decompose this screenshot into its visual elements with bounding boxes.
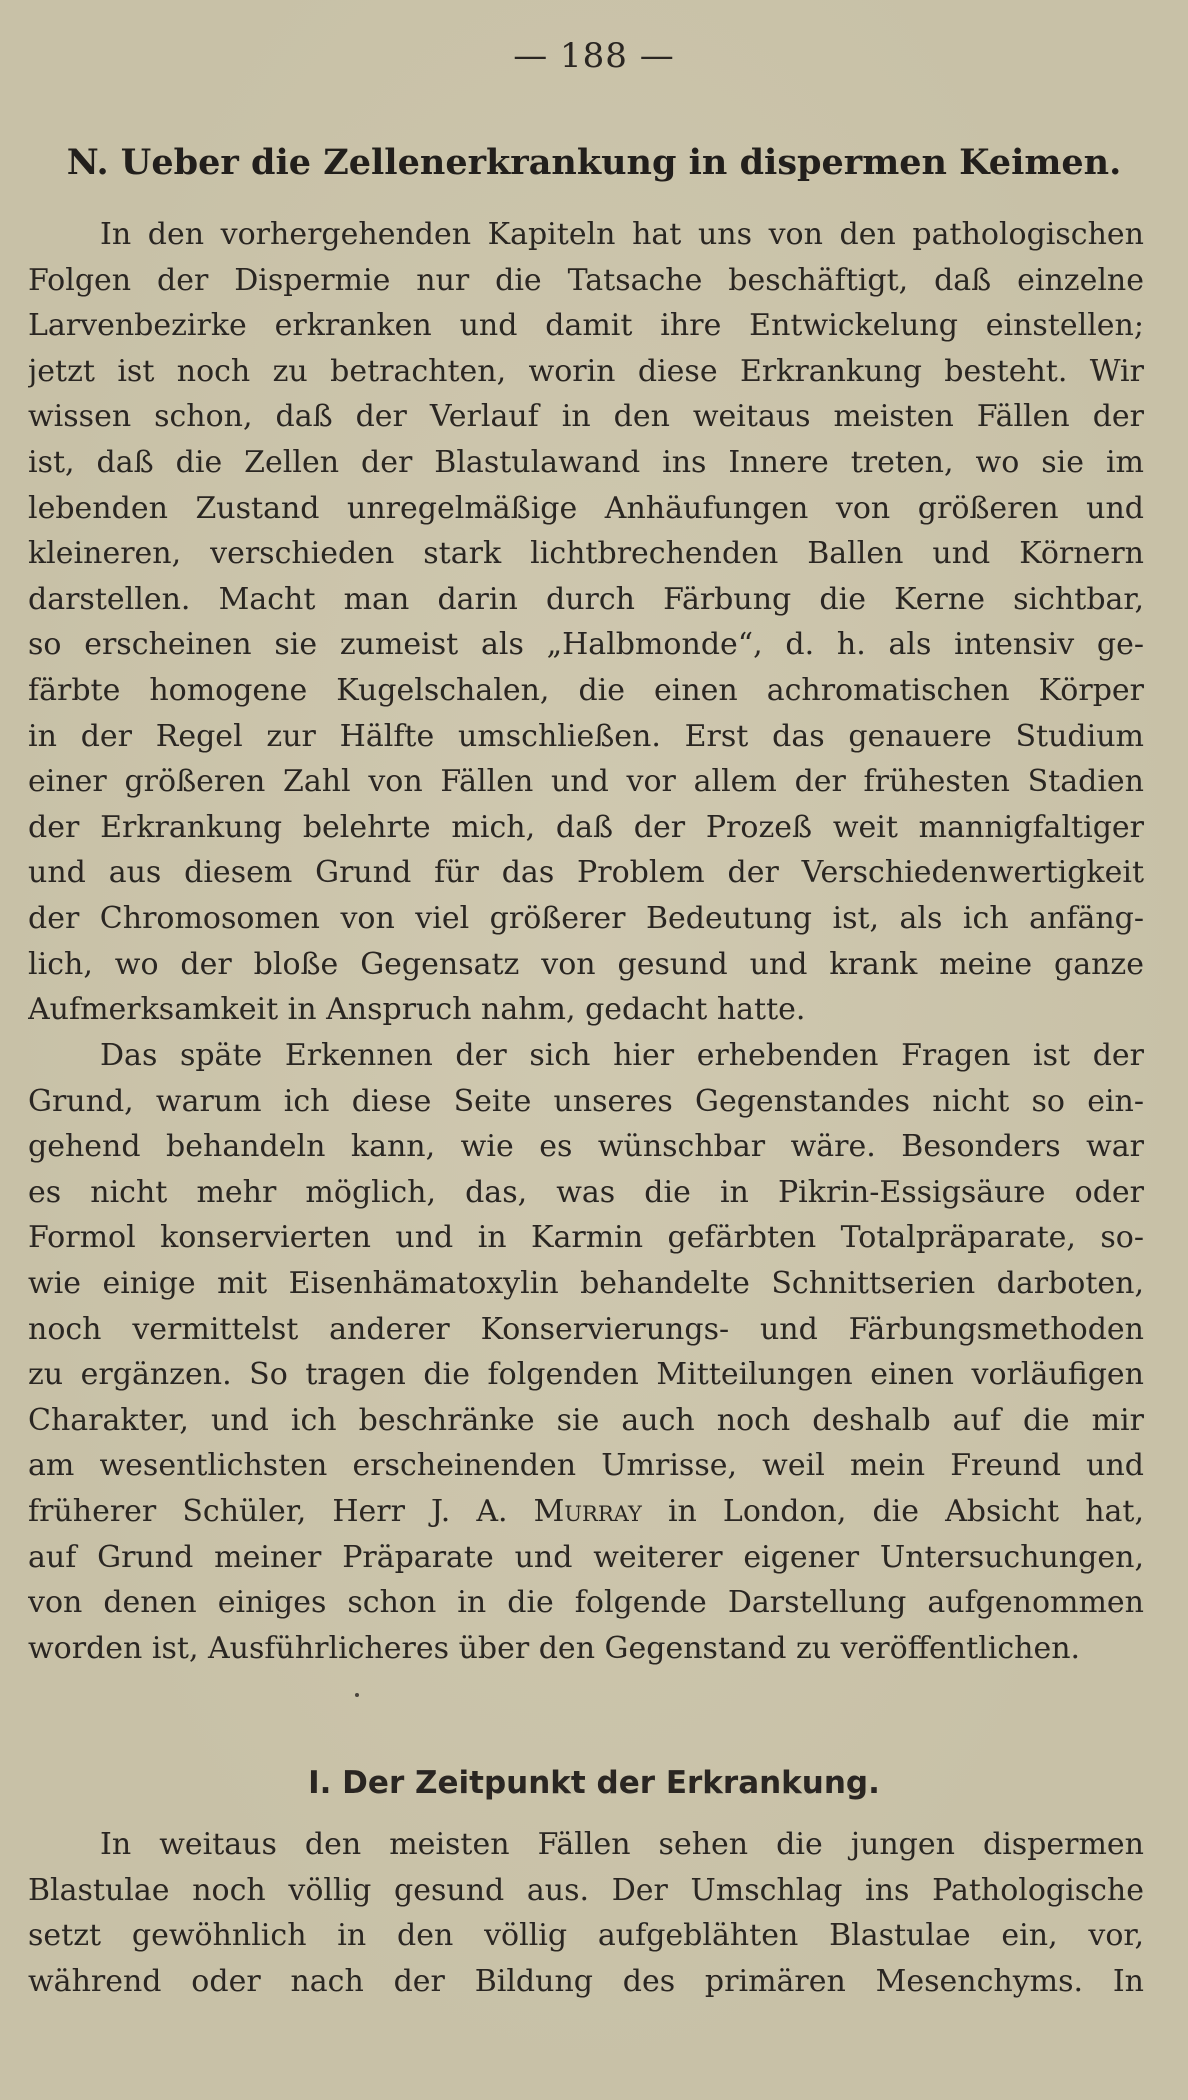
text-line: In weitaus den meisten Fällen sehen die jungen dispermen [100, 1827, 1144, 1862]
text-line: lebenden Zustand unregelmäßige Anhäufungen von größeren und [28, 490, 1144, 526]
text-line: In den vorhergehenden Kapiteln hat uns von den pathologischen [100, 217, 1144, 252]
line-suffix: in London, die Absicht hat, [641, 1493, 1144, 1529]
paragraph-2 [28, 1033, 1144, 1671]
author-name-murray: Murray [533, 1493, 642, 1529]
text-line: so erscheinen sie zumeist als „Halbmonde“, d. h. als intensiv ge- [28, 627, 1144, 663]
paragraph-1 [28, 212, 1144, 1033]
paragraph-3 [28, 1822, 1144, 2004]
text-line: von denen einiges schon in die folgende Darstellung aufgenommen [28, 1585, 1144, 1621]
print-speck [355, 1693, 359, 1697]
text-line: und aus diesem Grund für das Problem der Verschiedenwertigkeit [28, 855, 1144, 891]
text-line: der Chromosomen von viel größerer Bedeutung ist, als ich anfäng- [28, 900, 1144, 936]
text-line: wie einige mit Eisenhämatoxylin behandelte Schnittserien darboten, [28, 1265, 1144, 1301]
text-line: Grund, warum ich diese Seite unseres Gegenstandes nicht so ein- [28, 1083, 1144, 1119]
text-line: Larvenbezirke erkranken und damit ihre Entwickelung einstellen; [28, 308, 1144, 344]
text-line: während oder nach der Bildung des primären Mesenchyms. In [28, 1963, 1144, 1999]
text-line: setzt gewöhnlich in den völlig aufgeblähten Blastulae ein, vor, [28, 1918, 1144, 1954]
text-line: darstellen. Macht man darin durch Färbung die Kerne sichtbar, [28, 581, 1144, 617]
text-line: Charakter, und ich beschränke sie auch noch deshalb auf die mir [28, 1402, 1144, 1438]
line-prefix: früherer Schüler, Herr J. A. [28, 1493, 534, 1529]
text-line: am wesentlichsten erscheinenden Umrisse, weil mein Freund und [28, 1448, 1144, 1484]
section-heading: N. Ueber die Zellenerkrankung in dispermen Keimen. [66, 142, 1122, 183]
text-line-murray [28, 1489, 1144, 1535]
text-line: noch vermittelst anderer Konservierungs- und Färbungsmethoden [28, 1311, 1144, 1347]
text-line: auf Grund meiner Präparate und weiterer eigener Untersuchungen, [28, 1539, 1144, 1575]
text-line: in der Regel zur Hälfte umschließen. Erst das genauere Studium [28, 718, 1144, 754]
text-line: jetzt ist noch zu betrachten, worin diese Erkrankung besteht. Wir [28, 353, 1144, 389]
text-line: kleineren, verschieden stark lichtbrechenden Ballen und Körnern [28, 536, 1144, 572]
text-line: Aufmerksamkeit in Anspruch nahm, gedacht hatte. [28, 992, 806, 1028]
text-line: Formol konservierten und in Karmin gefärbten Totalpräparate, so- [28, 1220, 1144, 1256]
text-line: lich, wo der bloße Gegensatz von gesund und krank meine ganze [28, 946, 1144, 982]
text-line: ist, daß die Zellen der Blastulawand ins Innere treten, wo sie im [28, 444, 1144, 480]
text-line: Das späte Erkennen der sich hier erhebenden Fragen ist der [100, 1038, 1144, 1073]
subsection-heading: I. Der Zeitpunkt der Erkrankung. [308, 1765, 880, 1801]
text-line: der Erkrankung belehrte mich, daß der Prozeß weit mannigfaltiger [28, 809, 1144, 845]
text-line: worden ist, Ausführlicheres über den Gegenstand zu veröffentlichen. [28, 1630, 1081, 1666]
text-line: zu ergänzen. So tragen die folgenden Mitteilungen einen vorläufigen [28, 1357, 1144, 1393]
text-line: gehend behandeln kann, wie es wünschbar wäre. Besonders war [28, 1129, 1144, 1165]
text-line: Blastulae noch völlig gesund aus. Der Umschlag ins Pathologische [28, 1872, 1144, 1908]
text-line: wissen schon, daß der Verlauf in den weitaus meisten Fällen der [28, 399, 1144, 435]
page-number: — 188 — [513, 36, 675, 76]
text-line: es nicht mehr möglich, das, was die in Pikrin-Essigsäure oder [28, 1174, 1144, 1210]
text-line: Folgen der Dispermie nur die Tatsache beschäftigt, daß einzelne [28, 262, 1144, 298]
text-line: einer größeren Zahl von Fällen und vor allem der frühesten Stadien [28, 764, 1144, 800]
text-line: färbte homogene Kugelschalen, die einen achromatischen Körper [28, 672, 1144, 708]
